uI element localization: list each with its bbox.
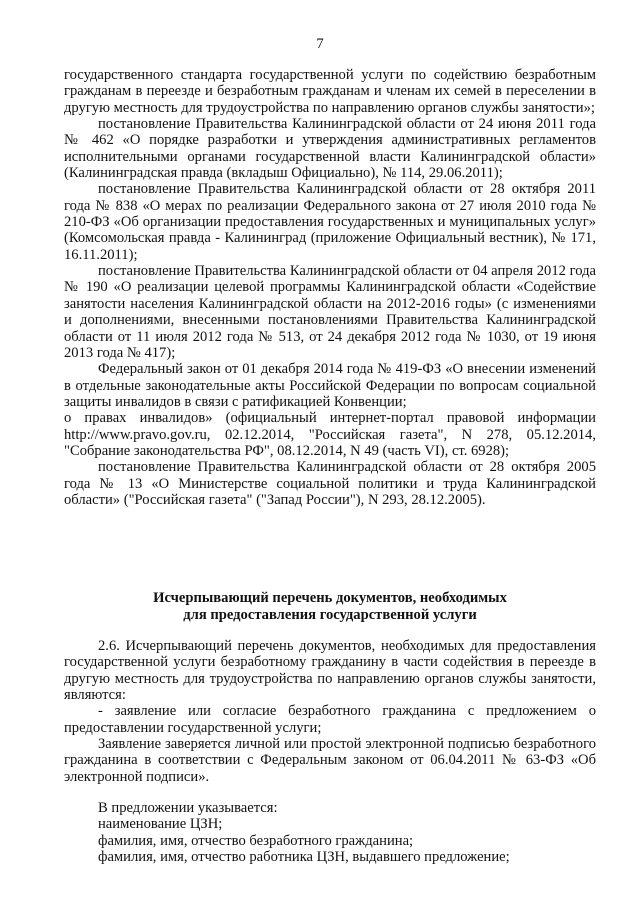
paragraph: 2.6. Исчерпывающий перечень документов, необходимых для предоставления государственной услуги безработному гражданину в части содействия в переезде в другую местность для трудоустройства по направлению органов службы занятости, являются: bbox=[64, 638, 596, 704]
paragraph: постановление Правительства Калининградской области от 24 июня 2011 года № 462 «О порядке разработки и утверждения административных регламентов исполнительными органами государственной власти Калининградской области» (Калининградская правда (вкладыш Официально), № 114, 29.06.2011); bbox=[64, 116, 596, 182]
heading-line: для предоставления государственной услуги bbox=[183, 607, 477, 623]
paragraph: - заявление или согласие безработного гражданина с предложением о предоставлении государственной услуги; bbox=[64, 703, 596, 736]
list-item: фамилия, имя, отчество безработного гражданина; bbox=[98, 832, 414, 849]
page-number: 7 bbox=[316, 36, 324, 52]
paragraph: Заявление заверяется личной или простой электронной подписью безработного гражданина в соответствии с Федеральным законом от 06.04.2011 № 63-ФЗ «Об электронной подписи». bbox=[64, 736, 596, 785]
documents-section bbox=[64, 638, 596, 785]
heading-line: Исчерпывающий перечень документов, необходимых bbox=[153, 590, 507, 606]
proposal-details-list bbox=[64, 800, 596, 865]
paragraph: о правах инвалидов» (официальный интернет-портал правовой информации http://www.pravo.gov.ru, 02.12.2014, "Российская газета", N 278, 05.12.2014, "Собрание законодательства РФ", 08.12.2014, N 49 (часть VI), ст. 6928); bbox=[64, 410, 596, 459]
list-item: наименование ЦЗН; bbox=[98, 816, 223, 833]
list-item: В предложении указывается: bbox=[98, 800, 278, 816]
paragraph: государственного стандарта государственной услуги по содействию безработным гражданам в переезде и безработным гражданам и членам их семей в переселении в другую местность для трудоустройства по направлению органов службы занятости»; bbox=[64, 67, 596, 116]
list-item: фамилия, имя, отчество работника ЦЗН, выдавшего предложение; bbox=[98, 849, 510, 866]
paragraph: постановление Правительства Калининградской области от 04 апреля 2012 года № 190 «О реализации целевой программы Калининградской области «Содействие занятости населения Калининградской области на 2012-2016 годы» (с изменениями и дополнениями, внесенными постановлениями Правительства Калининградской области от 11 июля 2012 года № 513, от 24 декабря 2012 года № 1030, от 19 июня 2013 года № 417); bbox=[64, 263, 596, 361]
section-heading bbox=[64, 590, 596, 624]
legal-basis-list bbox=[64, 67, 596, 508]
paragraph: постановление Правительства Калининградской области от 28 октября 2005 года № 13 «О Министерстве социальной политики и труда Калининградской области» ("Российская газета" ("Запад России"), N 293, 28.12.2005). bbox=[64, 459, 596, 508]
paragraph: постановление Правительства Калининградской области от 28 октября 2011 года № 838 «О мерах по реализации Федерального закона от 27 июля 2010 года № 210-ФЗ «Об организации предоставления государственных и муниципальных услуг» (Комсомольская правда - Калининград (приложение Официальный вестник), № 171, 16.11.2011); bbox=[64, 181, 596, 263]
paragraph: Федеральный закон от 01 декабря 2014 года № 419-ФЗ «О внесении изменений в отдельные законодательные акты Российской Федерации по вопросам социальной защиты инвалидов в связи с ратификацией Конвенции; bbox=[64, 361, 596, 410]
